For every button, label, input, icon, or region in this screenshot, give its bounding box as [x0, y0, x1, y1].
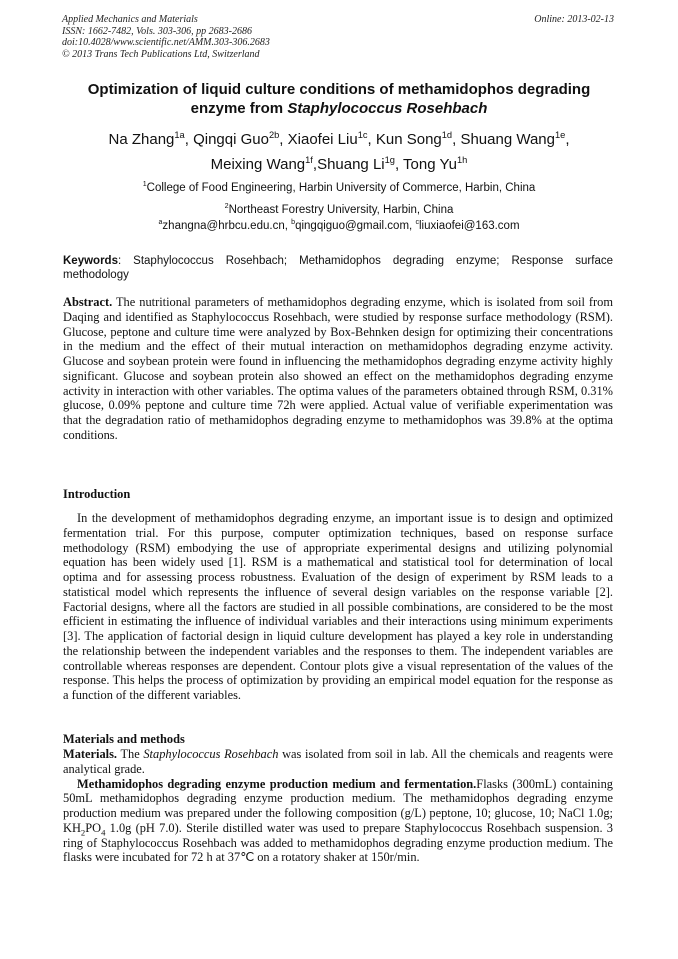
doi-line: doi:10.4028/www.scientific.net/AMM.303-306.2683: [62, 37, 270, 48]
author-emails: $^a$zhangna@hrbcu.edu.cn, $^b$qingqiguo@gmail.com, $^c$liuxiaofei@163.com: [158, 218, 520, 232]
introduction-paragraph: In the development of methamidophos degrading enzyme, an important issue is to design and optimized fermentation trial. For this purpose, computer optimization techniques, based on response surface methodology (RSM) embodying the use of appropriate experimental designs and utilizing polynomial equation has been widely used [1]. RSM is a mathematical and statistical tool for determination of local optima and for assessing process robustness. Evaluation of the design of experiment by RSM leads to a statistical model which represents the influence of several design variables on the response variable [2]. Factorial designs, where all the factors are studied in all possible combinations, are considered to be the most efficient in estimating the influence of individual variables and their interactions using minimum experiments [3]. The application of factorial design in liquid culture development has played a key role in understanding the relationship between the independent variables and the responses to them. The independent variables are controllable whereas responses are dependent. Contour plots give a visual representation of the values of the response. This helps the process of optimization by providing an empirical model equation for the response as a function of the different variables.: [63, 511, 613, 702]
author: Meixing Wang$^{1f}$,: [210, 155, 318, 173]
abstract: [63, 295, 613, 443]
author: Shuang $Li^{1g}$,: [317, 155, 404, 173]
keywords-label: Keywords: [63, 255, 118, 267]
issn-line: ISSN: 1662-7482, Vols. 303-306, pp 2683-2686: [62, 25, 252, 37]
email-link: liuxiaofei@163.com: [419, 220, 520, 232]
affiliation-1: $^1$College of Food Engineering, Harbin University of Commerce, Harbin, China: [142, 180, 536, 194]
title-line-2: enzyme from Staphylococcus Rosehbach: [190, 100, 488, 117]
author: Tong $Yu^{1h}$: [403, 155, 468, 173]
email-link: qingqiguo@gmail.com,: [295, 220, 416, 232]
author: Xiaofei Liu$^{1c}$,: [287, 130, 376, 148]
title-species: Staphylococcus Rosehbach: [287, 100, 488, 117]
online-date: Online: 2013-02-13: [534, 14, 614, 25]
author-line-1: [60, 127, 618, 152]
abstract-text: The nutritional parameters of methamidophos degrading enzyme, which is isolated from soil from Daqing and identified as Staphylococcus Rosehbach, were studied by response surface methodology (RSM). Glucose, peptone and culture time were analyzed by Box-Behnken design for optimizing their concentrations in the medium and the effect of their mutual interaction on methamidophos degrading enzyme activity. Glucose and soybean protein were found in influencing the methamidophos degrading enzyme activity highly significant. Glucose and soybean protein also showed an effect on the methamidophos degrading enzyme activity in interaction with other variables. The optima values of the parameters obtained through RSM, 0.31% glucose, 0.09% peptone and culture time 72h were applied. Actual value of verifiable experimentation was that the degradation ratio of methamidophos degrading enzyme to methamidophos was 39.8% at the optima conditions.: [63, 295, 613, 442]
medium-paragraph: Methamidophos degrading enzyme production medium and fermentation.Flasks (300mL) containing 50mL methamidophos degrading enzyme production medium. The methamidophos degrading enzyme production medium was prepared under the following composition (g/L) peptone, 10; glucose, 10; NaCl 1.0g; $KH_2PO_4$ 1.0g (pH 7.0). Sterile distilled water was used to prepare Staphylococcus Rosehbach suspension. 3 ring of Staphylococcus Rosehbach was added to methamidophos degrading enzyme production medium. The flasks were incubated for 72 h at 37℃ on a rotatory shaker at 150r/min.: [63, 776, 614, 865]
email-link: zhangna@hrbcu.edu.cn,: [162, 220, 292, 232]
methods-body: [63, 747, 613, 865]
methods-heading: Materials and methods: [63, 732, 185, 746]
author: Na Zhang$^{1a}$,: [108, 130, 194, 148]
author-line-2: [60, 152, 618, 177]
keywords-text: : Staphylococcus Rosehbach; Methamidophos degrading enzyme; Response surface methodology: [63, 255, 613, 281]
copyright-line: © 2013 Trans Tech Publications Ltd, Switzerland: [62, 48, 260, 60]
introduction-heading: Introduction: [63, 487, 131, 501]
introduction-body: [63, 511, 613, 703]
author: Shuang Wang$^{1e}$,: [460, 130, 570, 148]
author: Qingqi Guo$^{2b}$,: [193, 130, 288, 148]
keywords: [63, 254, 613, 282]
title-line-1: Optimization of liquid culture conditions of methamidophos degrading: [87, 81, 591, 98]
abstract-label: Abstract.: [63, 295, 113, 309]
affiliation-2: $^2$Northeast Forestry University, Harbin, China: [224, 202, 454, 216]
paper-title: [60, 80, 618, 118]
materials-paragraph: Materials. The Staphylococcus Rosehbach was isolated from soil in lab. All the chemicals and reagents were analytical grade.: [63, 747, 613, 776]
author: Kun Song$^{1d}$,: [375, 130, 461, 148]
author-list: [60, 127, 618, 177]
journal-name: Applied Mechanics and Materials: [62, 14, 198, 25]
